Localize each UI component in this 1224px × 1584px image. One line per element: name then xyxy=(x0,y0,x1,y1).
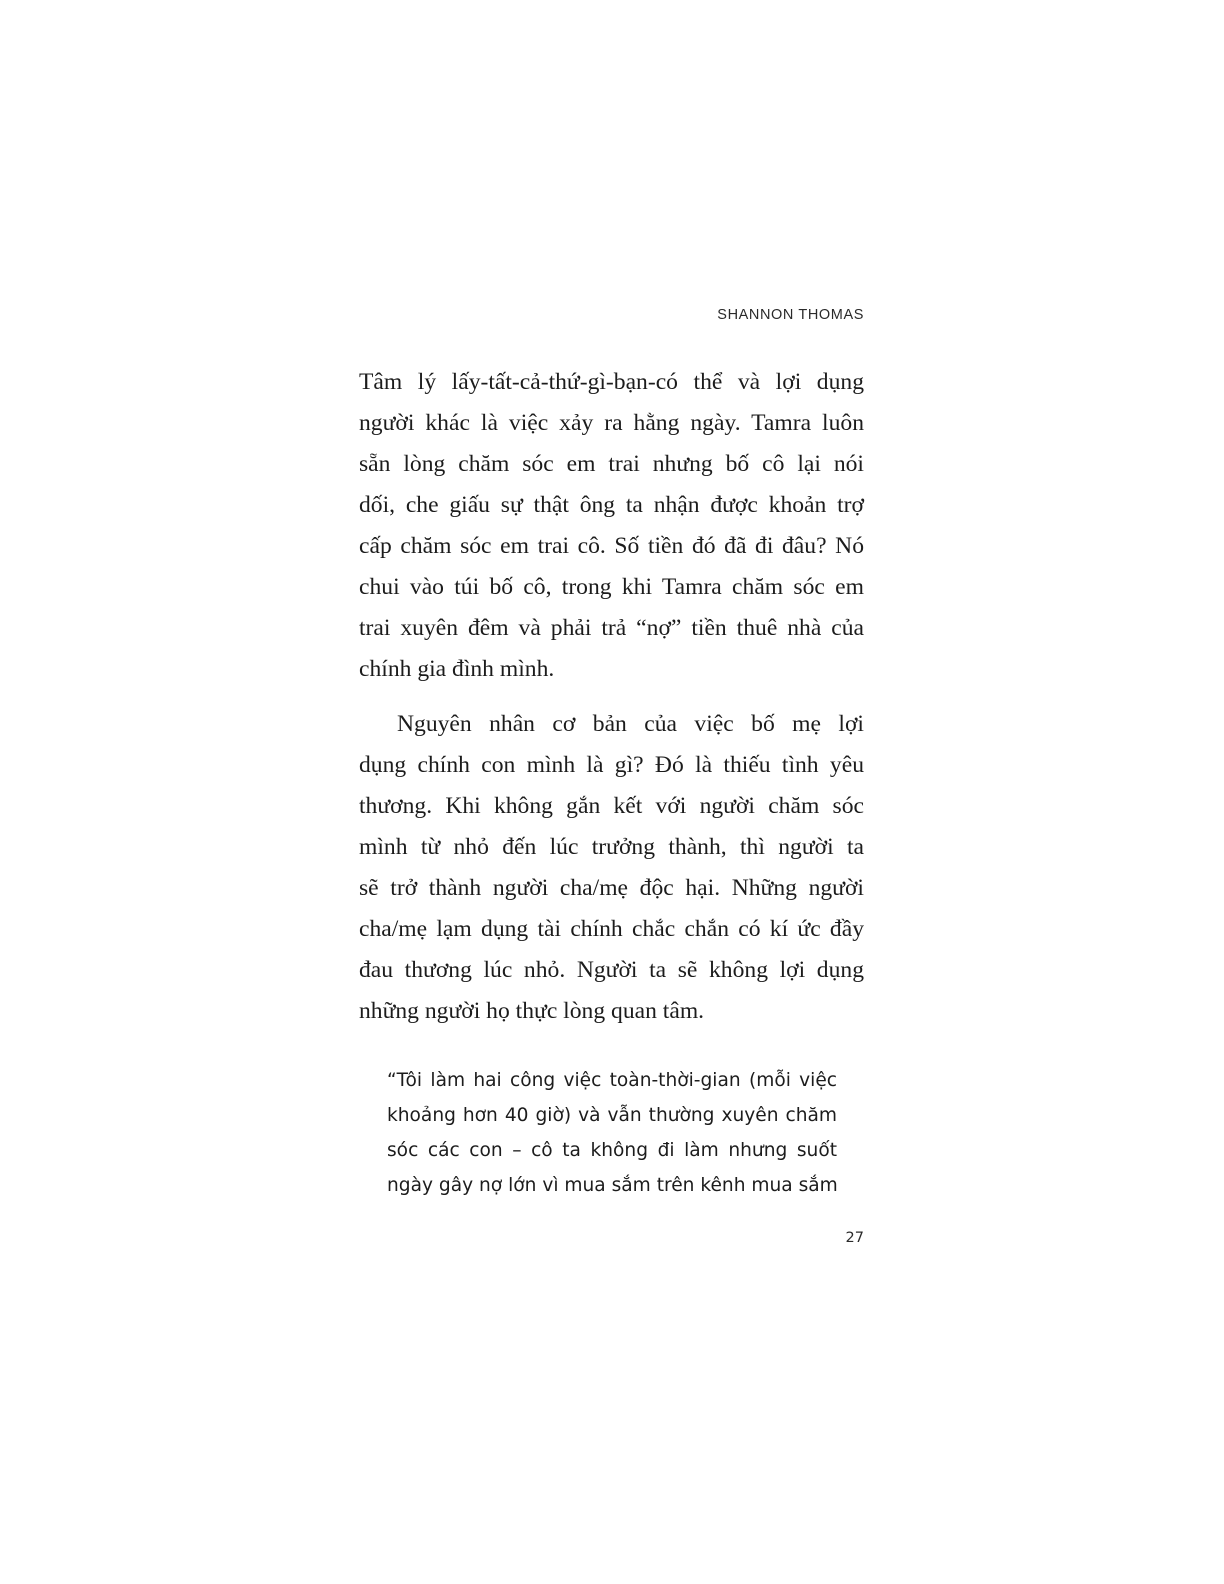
quote-line: ngày gây nợ lớn vì mua sắm trên kênh mua sắm xyxy=(387,1175,838,1196)
text-line: cấp chăm sóc em trai cô. Số tiền đó đã đi đâu? Nó xyxy=(359,533,864,559)
text-line: trai xuyên đêm và phải trả “nợ” tiền thuê nhà của xyxy=(359,615,864,641)
text-line: Nguyên nhân cơ bản của việc bố mẹ lợi xyxy=(397,711,864,737)
quote-line: khoảng hơn 40 giờ) và vẫn thường xuyên chăm xyxy=(387,1105,837,1126)
text-line: mình từ nhỏ đến lúc trưởng thành, thì người ta xyxy=(359,834,864,860)
page-number: 27 xyxy=(845,1230,864,1246)
paragraph-1 xyxy=(359,362,864,690)
text-line: Tâm lý lấy-tất-cả-thứ-gì-bạn-có thể và lợi dụng xyxy=(359,369,864,395)
text-line: người khác là việc xảy ra hằng ngày. Tamra luôn xyxy=(359,410,864,436)
quote-line: “Tôi làm hai công việc toàn-thời-gian (mỗi việc xyxy=(387,1070,837,1091)
text-line: đau thương lúc nhỏ. Người ta sẽ không lợi dụng xyxy=(359,957,864,983)
text-line: thương. Khi không gắn kết với người chăm sóc xyxy=(359,793,864,819)
text-line: những người họ thực lòng quan tâm. xyxy=(359,998,705,1024)
text-line: dụng chính con mình là gì? Đó là thiếu tình yêu xyxy=(359,752,864,778)
text-line: dối, che giấu sự thật ông ta nhận được khoản trợ xyxy=(359,492,864,518)
text-line: cha/mẹ lạm dụng tài chính chắc chắn có kí ức đầy xyxy=(359,916,864,942)
text-line: sẽ trở thành người cha/mẹ độc hại. Những người xyxy=(359,875,864,901)
text-line: chui vào túi bố cô, trong khi Tamra chăm sóc em xyxy=(359,574,864,600)
text-line: sẵn lòng chăm sóc em trai nhưng bố cô lại nói xyxy=(359,451,864,477)
text-line: chính gia đình mình. xyxy=(359,656,555,682)
paragraph-2 xyxy=(359,704,864,1032)
quote-line: sóc các con – cô ta không đi làm nhưng suốt xyxy=(387,1140,837,1161)
block-quote xyxy=(387,1063,837,1203)
body-text xyxy=(359,362,864,1032)
running-header-author: SHANNON THOMAS xyxy=(717,307,864,323)
